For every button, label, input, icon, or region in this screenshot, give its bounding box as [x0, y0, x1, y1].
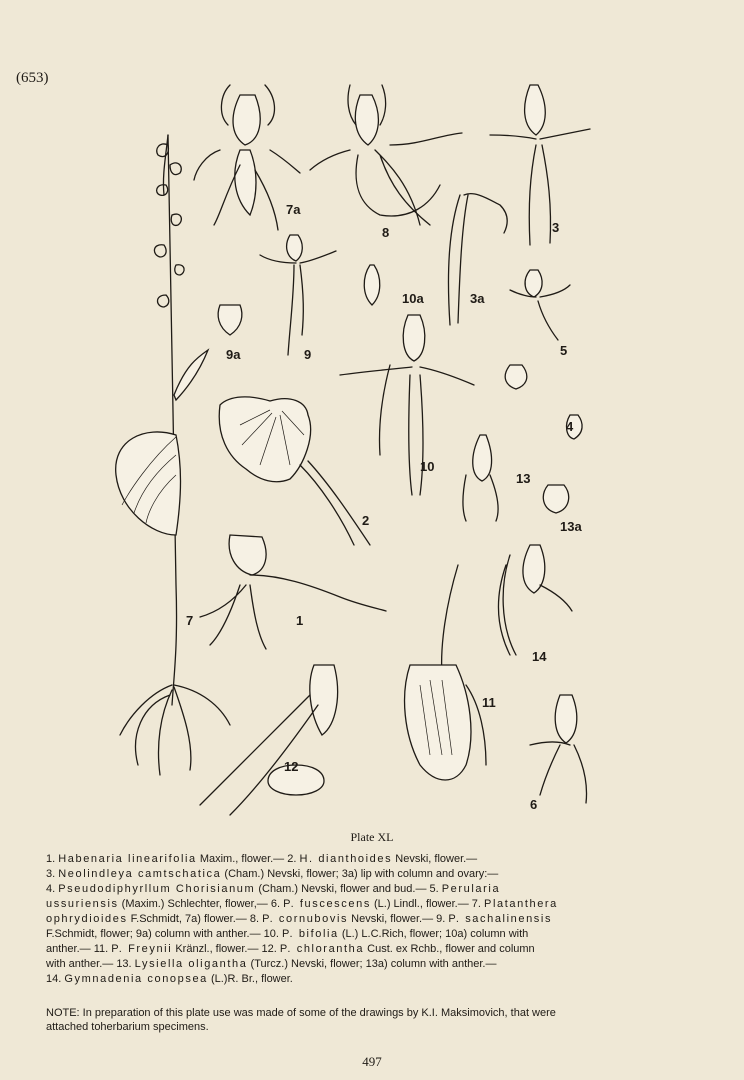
figure-label: 6: [530, 797, 538, 812]
drawing-6-flower: [530, 695, 587, 803]
caption-text: Cust. ex Rchb., flower and column: [364, 943, 535, 955]
figure-label: 2: [362, 513, 370, 528]
caption-line: [46, 897, 696, 912]
species-name: H. dianthoides: [299, 853, 393, 865]
caption-text: Maxim., flower.— 2.: [196, 853, 300, 865]
drawing-9-flower: [260, 235, 336, 355]
drawing-9a-column: [218, 305, 242, 335]
drawing-11-flower: [405, 565, 486, 780]
species-name: Lysiella oligantha: [134, 958, 248, 970]
note-line: attached toherbarium specimens.: [46, 1021, 209, 1033]
caption-text: Nevski, flower.—: [392, 853, 478, 865]
species-name: P. cornubovis: [262, 913, 349, 925]
drawing-8-flower: [310, 85, 462, 225]
caption-text: anther.— 11.: [46, 943, 112, 955]
page-number: 497: [362, 1054, 382, 1069]
figure-label: 3: [552, 220, 560, 235]
species-name: Platanthera: [484, 898, 558, 910]
caption-line: [46, 912, 696, 927]
species-name: ophrydioides: [46, 913, 128, 925]
figure-label: 13: [516, 471, 531, 486]
drawing-14-flower: [498, 545, 572, 655]
caption-line: [46, 942, 696, 957]
caption-line: [46, 852, 696, 867]
caption-text: (Cham.) Nevski, flower and bud.— 5.: [255, 883, 442, 895]
caption-text: 14.: [46, 973, 65, 985]
caption-line: [46, 927, 696, 942]
caption-text: F.Schmidt, flower; 9a) column with anther.— 10.: [46, 928, 282, 940]
species-name: Perularia: [441, 883, 501, 895]
caption-text: with anther.— 13.: [46, 958, 135, 970]
drawing-7a-flower: [194, 85, 300, 230]
drawing-10-flower: [340, 315, 474, 495]
drawing-13-flower: [463, 435, 498, 521]
figure-label: 10: [420, 459, 435, 474]
species-name: Habenaria linearifolia: [58, 853, 197, 865]
figure-label: 3a: [470, 291, 485, 306]
caption-text: (Turcz.) Nevski, flower; 13a) column with anther.—: [247, 958, 497, 970]
caption-text: 1.: [46, 853, 59, 865]
caption-text: (L.)R. Br., flower.: [207, 973, 293, 985]
species-name: P. fuscescens: [283, 898, 371, 910]
figure-label: 11: [482, 695, 496, 710]
drawing-3-flower: [490, 85, 590, 245]
figure-label: 1: [296, 613, 304, 628]
figure-label: 8: [382, 225, 390, 240]
figure-label: 7: [186, 613, 194, 628]
species-name: Neolindleya camtschatica: [58, 868, 222, 880]
caption-text: (L.) Lindl., flower.— 7.: [370, 898, 485, 910]
orchid-drawings: [90, 65, 650, 835]
plate-note: [46, 1006, 696, 1034]
species-name: P. bifolia: [282, 928, 339, 940]
species-name: P. Freynii: [111, 943, 173, 955]
drawing-7-whole-plant: [116, 135, 230, 775]
species-name: Pseudodiphyrllum Chorisianum: [58, 883, 256, 895]
caption-line: [46, 957, 696, 972]
drawing-10a-column: [364, 265, 380, 305]
drawing-5-flower: [510, 270, 570, 340]
species-name: P. chlorantha: [279, 943, 365, 955]
caption-text: 3.: [46, 868, 59, 880]
figure-label: 7a: [286, 202, 301, 217]
plate-title: Plate XL: [350, 830, 394, 844]
drawing-1-flower: [200, 535, 386, 649]
caption-line: [46, 882, 696, 897]
figure-label: 14: [532, 649, 547, 664]
caption-text: 4.: [46, 883, 59, 895]
figure-label: 10a: [402, 291, 424, 306]
note-line: NOTE: In preparation of this plate use was made of some of the drawings by K.I. Maksimovich, that were: [46, 1007, 556, 1019]
figure-label: 9a: [226, 347, 241, 362]
figure-label: 13a: [560, 519, 582, 534]
caption-text: (L.) L.C.Rich, flower; 10a) column with: [338, 928, 529, 940]
species-name: ussuriensis: [46, 898, 119, 910]
plate-illustration: [90, 65, 650, 835]
drawing-2-flower: [219, 397, 370, 545]
caption-text: Kränzl., flower.— 12.: [172, 943, 280, 955]
species-name: P. sachalinensis: [448, 913, 553, 925]
drawing-13a-column: [543, 485, 568, 513]
figure-label: 12: [284, 759, 299, 774]
caption-text: (Cham.) Nevski, flower; 3a) lip with column and ovary:—: [221, 868, 499, 880]
caption-text: (Maxim.) Schlechter, flower,— 6.: [118, 898, 284, 910]
caption-line: [46, 867, 696, 882]
drawing-12-flower: [200, 665, 338, 815]
plate-number: (653): [16, 70, 49, 86]
species-name: Gymnadenia conopsea: [64, 973, 208, 985]
figure-caption: [46, 852, 696, 987]
figure-label: 9: [304, 347, 312, 362]
caption-text: F.Schmidt, 7a) flower.— 8.: [127, 913, 263, 925]
caption-text: Nevski, flower.— 9.: [348, 913, 449, 925]
caption-line: [46, 972, 696, 987]
figure-label: 5: [560, 343, 568, 358]
figure-label: 4: [566, 419, 574, 434]
